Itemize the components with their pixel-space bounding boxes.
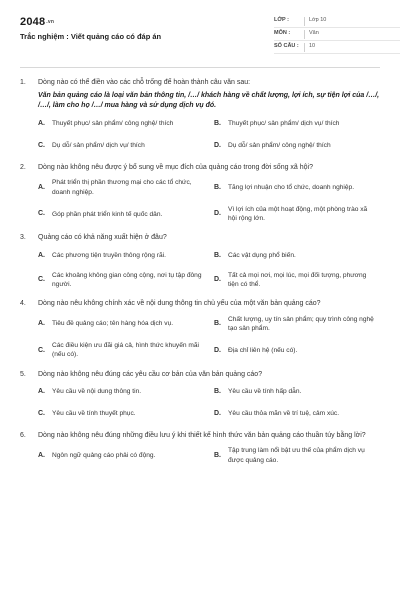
answer-option[interactable] xyxy=(38,315,214,333)
answer-option[interactable] xyxy=(214,139,380,153)
answer-option[interactable] xyxy=(38,249,214,263)
answer-option[interactable] xyxy=(38,139,214,153)
option-text: Các khoảng không gian công cộng, nơi tụ tập đông người. xyxy=(52,271,202,288)
question-text: Dòng nào không nêu đúng những điều lưu ý khi thiết kế hình thức văn bản quảng cáo thuần túy bằng lời? xyxy=(38,431,366,439)
option-text: Tăng lợi nhuận cho tổ chức, doanh nghiệp. xyxy=(228,184,355,192)
answer-options xyxy=(38,117,380,153)
answer-options xyxy=(38,178,380,223)
option-text: Các vật dụng phổ biến. xyxy=(228,252,296,260)
option-text: Tiêu đề quảng cáo; tên hàng hóa dịch vụ. xyxy=(52,320,174,328)
question-text: Dòng nào có thể điền vào các chỗ trống để hoàn thành câu văn sau: xyxy=(38,79,251,86)
option-letter: D. xyxy=(214,142,221,150)
answer-option[interactable] xyxy=(38,341,214,359)
site-logo[interactable] xyxy=(20,15,54,30)
question-line xyxy=(20,370,380,379)
option-letter: B. xyxy=(214,388,221,396)
option-letter: C. xyxy=(38,210,45,218)
meta-row-count xyxy=(274,41,400,54)
question-line xyxy=(20,299,380,308)
option-letter: B. xyxy=(214,451,221,459)
question-number: 3. xyxy=(20,234,26,242)
option-letter: C. xyxy=(38,276,45,284)
question-line xyxy=(20,431,380,440)
meta-key: MÔN : xyxy=(274,30,291,37)
question-number: 1. xyxy=(20,79,26,86)
question-text: Dòng nào nêu không chính xác về nội dung thông tin chủ yếu của một văn bản quảng cáo? xyxy=(38,300,321,308)
question-number: 5. xyxy=(20,370,26,378)
meta-row-subject xyxy=(274,28,400,41)
option-text: Địa chỉ liên hệ (nếu có). xyxy=(228,346,298,354)
meta-key: SỐ CÂU : xyxy=(274,43,299,50)
option-text: Các điều kiện ưu đãi giá cả, hình thức khuyến mãi (nếu có). xyxy=(52,342,200,359)
meta-key: LỚP : xyxy=(274,17,289,24)
question-passage: Văn bản quảng cáo là loại văn bản thông tin, /…/ khách hàng về chất lượng, lợi ích, sự tiện lợi của /…/, /…/, làm cho họ /…/ mua hàng và sử dụng dịch vụ đó. xyxy=(38,92,380,110)
question-text: Dòng nào không nêu được ý bổ sung về mục đích của quảng cáo trong đời sống xã hội? xyxy=(38,164,313,172)
meta-divider xyxy=(304,43,305,52)
answer-option[interactable] xyxy=(214,315,380,333)
question-item xyxy=(20,431,380,465)
option-letter: C. xyxy=(38,410,45,418)
question-text: Quảng cáo có khả năng xuất hiện ở đâu? xyxy=(38,234,167,242)
option-text: Phát triển thị phần thương mại cho các tổ chức, doanh nghiệp. xyxy=(52,179,192,196)
answer-option[interactable] xyxy=(38,407,214,421)
option-letter: A. xyxy=(38,252,45,260)
answer-option[interactable] xyxy=(38,117,214,131)
option-letter: D. xyxy=(214,276,221,284)
answer-option[interactable] xyxy=(214,117,380,131)
meta-divider xyxy=(304,17,305,26)
meta-value: Lớp 10 xyxy=(309,17,327,24)
question-line xyxy=(20,163,380,172)
option-text: Yêu cầu về tính hấp dẫn. xyxy=(228,388,302,396)
option-letter: B. xyxy=(214,320,221,328)
option-text: Thuyết phục/ sản phẩm/ dịch vụ/ thích xyxy=(228,120,340,128)
answer-option[interactable] xyxy=(38,271,214,289)
option-text: Vì lợi ích của một hoạt động, một phòng trào xã hội rộng lớn. xyxy=(228,205,368,223)
option-text: Các phương tiện truyền thông rộng rãi. xyxy=(52,252,166,260)
option-letter: A. xyxy=(38,451,45,459)
question-text: Dòng nào không nêu đúng các yêu cầu cơ bản của văn bản quảng cáo? xyxy=(38,370,263,378)
option-letter: D. xyxy=(214,210,221,218)
question-item xyxy=(20,299,380,359)
option-text: Ngôn ngữ quảng cáo phải có động. xyxy=(52,452,156,460)
option-letter: D. xyxy=(214,346,221,354)
option-letter: B. xyxy=(214,120,221,128)
answer-option[interactable] xyxy=(38,178,214,196)
answer-option[interactable] xyxy=(214,271,380,289)
answer-option[interactable] xyxy=(38,446,214,464)
option-letter: C. xyxy=(38,142,45,150)
answer-options xyxy=(38,315,380,360)
option-text: Chất lượng, uy tín sản phẩm; quy trình công nghệ tạo sản phẩm. xyxy=(228,315,374,332)
answer-options xyxy=(38,446,380,464)
option-text: Tập trung làm nổi bật ưu thế của phẩm dịch vụ được quảng cáo. xyxy=(228,447,365,464)
option-text: Dụ dỗ/ sản phẩm/ dịch vụ/ thích xyxy=(52,142,145,150)
answer-options xyxy=(38,385,380,421)
question-list xyxy=(20,68,380,465)
document-header xyxy=(20,0,380,68)
question-item xyxy=(20,233,380,289)
question-line xyxy=(20,78,380,87)
option-letter: A. xyxy=(38,120,45,128)
option-letter: B. xyxy=(214,252,221,260)
option-text: Tất cả mọi nơi, mọi lúc, mọi đối tượng, phương tiện có thể. xyxy=(228,271,367,288)
option-text: Yêu cầu về nội dung thông tin. xyxy=(52,388,142,396)
option-text: Dụ dỗ/ sản phẩm/ công nghệ/ thích xyxy=(228,142,331,150)
answer-option[interactable] xyxy=(214,341,380,359)
question-number: 6. xyxy=(20,431,26,439)
option-letter: C. xyxy=(38,346,45,354)
question-item xyxy=(20,163,380,223)
question-item xyxy=(20,78,380,153)
answer-option[interactable] xyxy=(214,446,380,464)
option-text: Góp phần phát triển kinh tế quốc dân. xyxy=(52,210,163,218)
meta-table xyxy=(274,15,400,54)
option-letter: A. xyxy=(38,388,45,396)
option-letter: B. xyxy=(214,183,221,191)
meta-divider xyxy=(304,30,305,39)
answer-option[interactable] xyxy=(38,205,214,223)
question-line xyxy=(20,233,380,242)
question-number: 4. xyxy=(20,300,26,308)
answer-options xyxy=(38,249,380,289)
logo-suffix: .vn xyxy=(46,19,55,25)
answer-option[interactable] xyxy=(38,385,214,399)
option-text: Yêu cầu thỏa mãn về trí tuệ, cảm xúc. xyxy=(228,410,340,418)
question-item xyxy=(20,370,380,421)
answer-option[interactable] xyxy=(214,178,380,196)
option-text: Thuyết phục/ sản phẩm/ công nghệ/ thích xyxy=(52,120,174,128)
question-number: 2. xyxy=(20,164,26,172)
logo-text: 2048 xyxy=(20,16,46,28)
answer-option[interactable] xyxy=(214,385,380,399)
option-letter: A. xyxy=(38,320,45,328)
meta-value: Văn xyxy=(309,30,319,37)
answer-option[interactable] xyxy=(214,205,380,223)
meta-value: 10 xyxy=(309,43,316,50)
option-text: Yêu cầu về tính thuyết phục. xyxy=(52,410,136,418)
answer-option[interactable] xyxy=(214,407,380,421)
page-title: Trắc nghiệm : Viết quảng cáo có đáp án xyxy=(20,32,162,41)
option-letter: A. xyxy=(38,183,45,191)
option-letter: D. xyxy=(214,410,221,418)
meta-row-class xyxy=(274,15,400,28)
answer-option[interactable] xyxy=(214,249,380,263)
